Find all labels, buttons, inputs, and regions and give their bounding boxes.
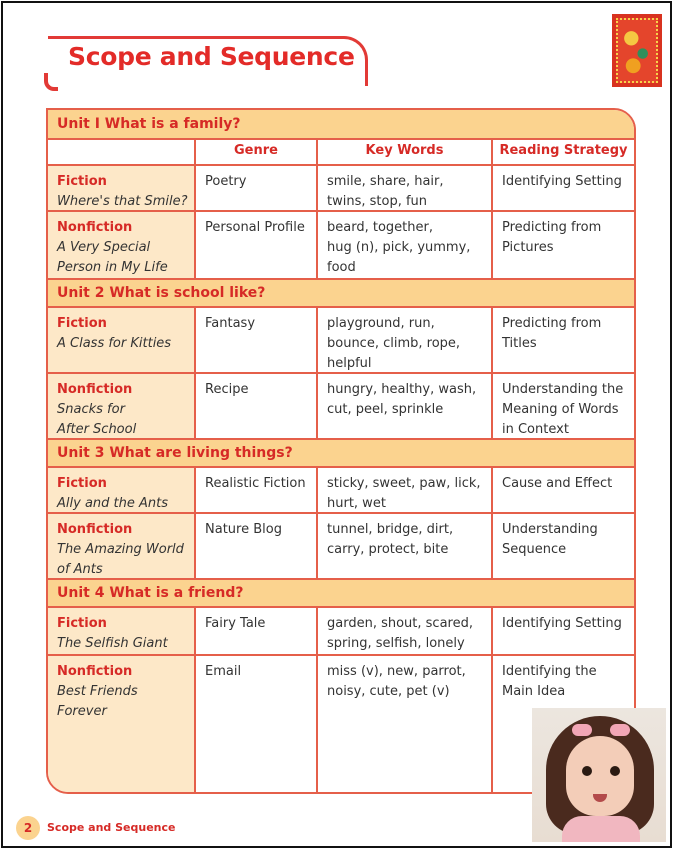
page-number-badge: 2	[16, 816, 40, 840]
strategy-cell: Predicting from Titles	[502, 316, 602, 351]
table-row	[48, 166, 634, 212]
key-words-cell: tunnel, bridge, dirt, carry, protect, bite	[327, 522, 454, 557]
strategy-cell: Cause and Effect	[502, 476, 613, 491]
key-words-cell: playground, run, bounce, climb, rope, helpful	[327, 316, 461, 371]
genre-cell: Fantasy	[205, 316, 256, 331]
story-title: A Class for Kitties	[57, 336, 172, 351]
header-genre: Genre	[234, 143, 278, 158]
genre-cell: Fairy Tale	[205, 616, 266, 631]
genre-cell: Email	[205, 664, 242, 679]
key-words-cell: sticky, sweet, paw, lick, hurt, wet	[327, 476, 481, 511]
genre-cell: Personal Profile	[205, 220, 305, 235]
unit-title: Unit I What is a family?	[57, 116, 241, 132]
unit-header	[48, 580, 634, 608]
story-type: Fiction	[57, 174, 107, 189]
header-key-words: Key Words	[365, 143, 444, 158]
column-header-row	[48, 140, 634, 166]
genre-cell: Recipe	[205, 382, 249, 397]
strategy-cell: Predicting from Pictures	[502, 220, 602, 255]
table-row	[48, 308, 634, 374]
story-title: The Amazing World of Ants	[57, 542, 184, 577]
story-title: Best Friends Forever	[57, 684, 138, 719]
footer-text: Scope and Sequence	[47, 821, 176, 834]
story-title: Ally and the Ants	[57, 496, 169, 511]
table-row	[48, 468, 634, 514]
stamp-image	[612, 14, 662, 87]
story-title: Snacks for After School	[57, 402, 137, 437]
page-title: Scope and Sequence	[68, 42, 355, 71]
story-type: Fiction	[57, 616, 107, 631]
table-row	[48, 608, 634, 656]
story-type: Nonfiction	[57, 382, 133, 397]
story-title: A Very Special Person in My Life	[57, 240, 168, 275]
key-words-cell: hungry, healthy, wash, cut, peel, sprinkle	[327, 382, 477, 417]
key-words-cell: smile, share, hair, twins, stop, fun	[327, 174, 444, 209]
story-type: Nonfiction	[57, 664, 133, 679]
unit-title: Unit 3 What are living things?	[57, 445, 293, 461]
key-words-cell: beard, together, hug (n), pick, yummy, food	[327, 220, 471, 275]
unit-header	[48, 440, 634, 468]
genre-cell: Nature Blog	[205, 522, 282, 537]
strategy-cell: Identifying Setting	[502, 616, 622, 631]
strategy-cell: Understanding Sequence	[502, 522, 598, 557]
unit-header	[48, 110, 634, 140]
story-type: Fiction	[57, 316, 107, 331]
child-photo	[532, 708, 666, 842]
scope-table	[46, 108, 636, 794]
genre-cell: Poetry	[205, 174, 247, 189]
header-reading-strategy: Reading Strategy	[499, 143, 628, 158]
strategy-cell: Understanding the Meaning of Words in Context	[502, 382, 624, 437]
genre-cell: Realistic Fiction	[205, 476, 306, 491]
strategy-cell: Identifying the Main Idea	[502, 664, 597, 699]
story-type: Fiction	[57, 476, 107, 491]
story-title: Where's that Smile?	[57, 194, 188, 209]
unit-header	[48, 280, 634, 308]
unit-title: Unit 2 What is school like?	[57, 285, 266, 301]
table-row	[48, 514, 634, 580]
story-type: Nonfiction	[57, 522, 133, 537]
unit-title: Unit 4 What is a friend?	[57, 585, 244, 601]
strategy-cell: Identifying Setting	[502, 174, 622, 189]
key-words-cell: garden, shout, scared, spring, selfish, lonely	[327, 616, 473, 651]
story-title: The Selfish Giant	[57, 636, 168, 651]
table-row	[48, 212, 634, 280]
story-type: Nonfiction	[57, 220, 133, 235]
table-row	[48, 374, 634, 440]
key-words-cell: miss (v), new, parrot, noisy, cute, pet (v)	[327, 664, 466, 699]
